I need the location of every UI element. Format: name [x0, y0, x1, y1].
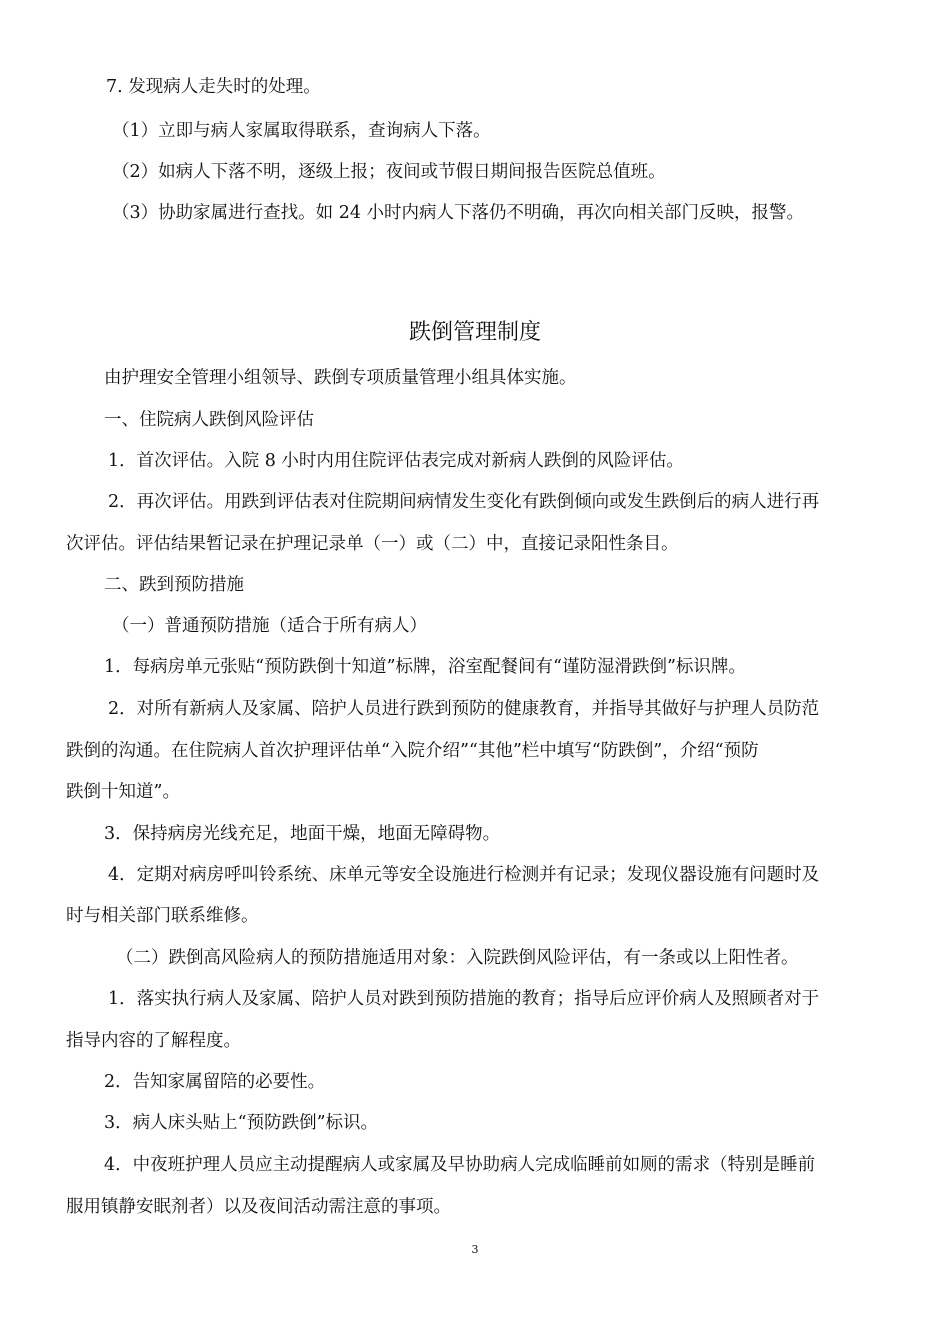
high-risk-item-2: 2．告知家属留陪的必要性。 [104, 1072, 326, 1092]
section-1-heading: 一、住院病人跌倒风险评估 [104, 410, 314, 430]
general-item-2-line-3: 跌倒十知道”。 [66, 782, 180, 802]
general-item-3: 3．保持病房光线充足，地面干燥，地面无障碍物。 [104, 824, 501, 844]
section-2-heading: 二、跌到预防措施 [104, 575, 244, 595]
section-1-item-2-line-2: 次评估。评估结果暂记录在护理记录单（一）或（二）中，直接记录阳性条目。 [66, 534, 679, 554]
lost-patient-step-1: （1）立即与病人家属取得联系，查询病人下落。 [112, 121, 491, 141]
policy-intro: 由护理安全管理小组领导、跌倒专项质量管理小组具体实施。 [104, 368, 577, 388]
general-measures-heading: （一）普通预防措施（适合于所有病人） [112, 616, 427, 636]
high-risk-item-1-line-1: 1．落实执行病人及家属、陪护人员对跌到预防措施的教育；指导后应评价病人及照顾者对于 [108, 989, 820, 1009]
section-1-item-2-line-1: 2．再次评估。用跌到评估表对住院期间病情发生变化有跌倒倾向或发生跌倒后的病人进行再 [108, 492, 820, 512]
high-risk-item-3: 3．病人床头贴上“预防跌倒”标识。 [104, 1113, 379, 1133]
general-item-2-line-2: 跌倒的沟通。在住院病人首次护理评估单“入院介绍”“其他”栏中填写“防跌倒”，介绍“预防 [66, 741, 759, 761]
high-risk-item-1-line-2: 指导内容的了解程度。 [66, 1031, 241, 1051]
document-title: 跌倒管理制度 [408, 320, 541, 345]
page-number: 3 [471, 1243, 479, 1256]
high-risk-heading: （二）跌倒高风险病人的预防措施适用对象：入院跌倒风险评估，有一条或以上阳性者。 [116, 948, 799, 968]
general-item-4-line-1: 4．定期对病房呼叫铃系统、床单元等安全设施进行检测并有记录；发现仪器设施有问题时及 [108, 865, 820, 885]
section-1-item-1: 1．首次评估。入院 8 小时内用住院评估表完成对新病人跌倒的风险评估。 [108, 451, 684, 471]
general-item-2-line-1: 2．对所有新病人及家属、陪护人员进行跌到预防的健康教育，并指导其做好与护理人员防范 [108, 699, 820, 719]
lost-patient-step-3: （3）协助家属进行查找。如 24 小时内病人下落仍不明确，再次向相关部门反映，报警。 [112, 203, 805, 223]
high-risk-item-4-line-1: 4．中夜班护理人员应主动提醒病人或家属及早协助病人完成临睡前如厕的需求（特别是睡前 [104, 1155, 816, 1175]
general-item-1: 1．每病房单元张贴“预防跌倒十知道”标牌，浴室配餐间有“谨防湿滑跌倒”标识牌。 [104, 657, 746, 677]
high-risk-item-4-line-2: 服用镇静安眠剂者）以及夜间活动需注意的事项。 [66, 1197, 451, 1217]
lost-patient-heading: 7. 发现病人走失时的处理。 [106, 77, 321, 97]
lost-patient-step-2: （2）如病人下落不明，逐级上报；夜间或节假日期间报告医院总值班。 [112, 162, 666, 182]
general-item-4-line-2: 时与相关部门联系维修。 [66, 906, 259, 926]
